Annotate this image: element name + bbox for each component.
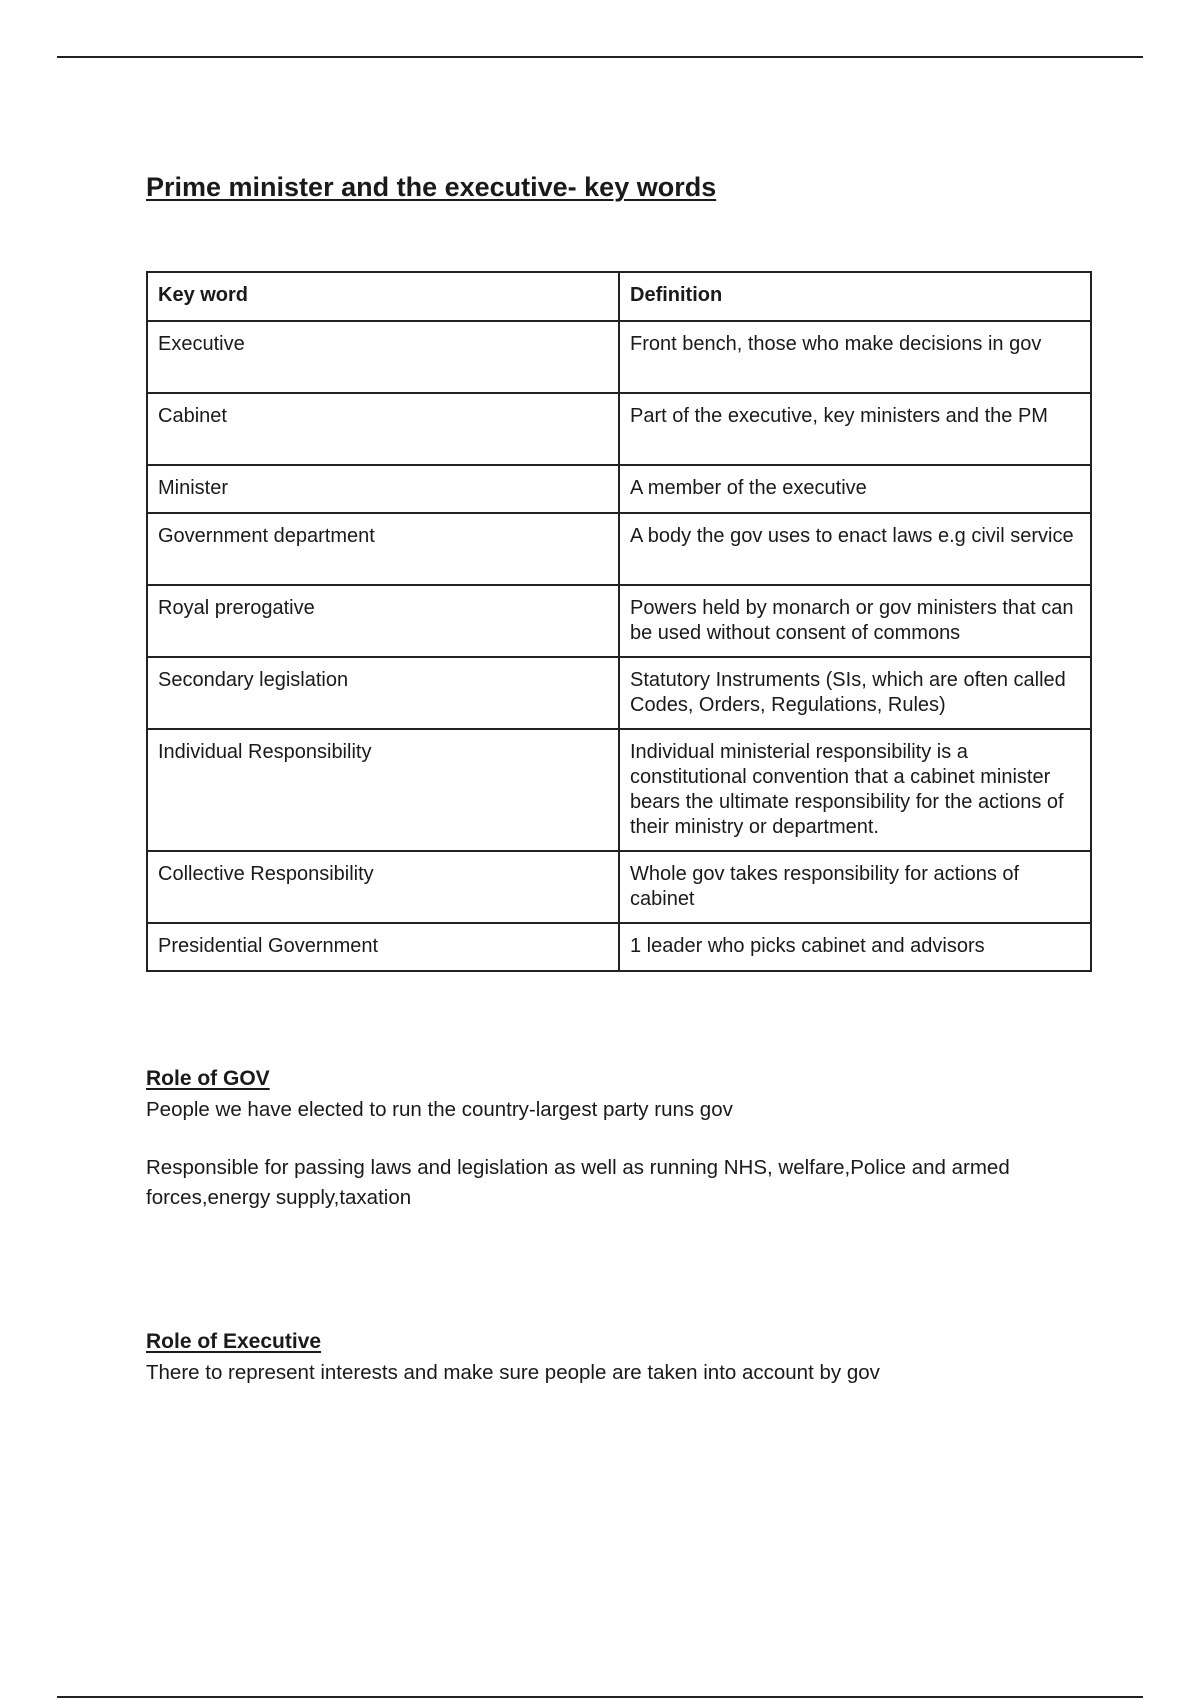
key-word-cell: Cabinet	[147, 393, 619, 465]
table-row	[147, 513, 1091, 585]
key-word-cell: Presidential Government	[147, 923, 619, 971]
role-of-gov-paragraph: People we have elected to run the country-largest party runs gov	[146, 1098, 733, 1121]
role-of-gov-heading: Role of GOV	[146, 1067, 270, 1090]
table-row	[147, 851, 1091, 923]
table-row	[147, 465, 1091, 513]
table-row	[147, 585, 1091, 657]
header-key-word: Key word	[147, 272, 619, 321]
definition-cell: Individual ministerial responsibility is a constitutional convention that a cabinet minister bears the ultimate responsibility for the actions of their ministry or department.	[619, 729, 1091, 851]
table-row	[147, 923, 1091, 971]
definition-cell: A member of the executive	[619, 465, 1091, 513]
header-definition: Definition	[619, 272, 1091, 321]
role-of-gov-paragraph: Responsible for passing laws and legislation as well as running NHS, welfare,Police and armed forces,energy supply,taxation	[146, 1156, 1010, 1209]
top-divider	[57, 56, 1143, 58]
definition-cell: Statutory Instruments (SIs, which are often called Codes, Orders, Regulations, Rules)	[619, 657, 1091, 729]
role-of-executive-heading: Role of Executive	[146, 1330, 322, 1353]
bottom-divider	[57, 1696, 1143, 1698]
definition-cell: Front bench, those who make decisions in gov	[619, 321, 1091, 393]
key-word-cell: Individual Responsibility	[147, 729, 619, 851]
key-word-cell: Minister	[147, 465, 619, 513]
key-word-cell: Collective Responsibility	[147, 851, 619, 923]
definition-cell: Part of the executive, key ministers and the PM	[619, 393, 1091, 465]
role-of-executive-paragraph: There to represent interests and make sure people are taken into account by gov	[146, 1361, 880, 1384]
definition-cell: Whole gov takes responsibility for actions of cabinet	[619, 851, 1091, 923]
table-row	[147, 729, 1091, 851]
table-header-row	[147, 272, 1091, 321]
key-word-cell: Secondary legislation	[147, 657, 619, 729]
page-title: Prime minister and the executive- key words	[146, 172, 717, 202]
key-words-table	[146, 271, 1092, 972]
key-word-cell: Executive	[147, 321, 619, 393]
table-row	[147, 393, 1091, 465]
key-word-cell: Government department	[147, 513, 619, 585]
table-row	[147, 657, 1091, 729]
definition-cell: Powers held by monarch or gov ministers that can be used without consent of commons	[619, 585, 1091, 657]
definition-cell: 1 leader who picks cabinet and advisors	[619, 923, 1091, 971]
definition-cell: A body the gov uses to enact laws e.g civil service	[619, 513, 1091, 585]
key-word-cell: Royal prerogative	[147, 585, 619, 657]
table-row	[147, 321, 1091, 393]
